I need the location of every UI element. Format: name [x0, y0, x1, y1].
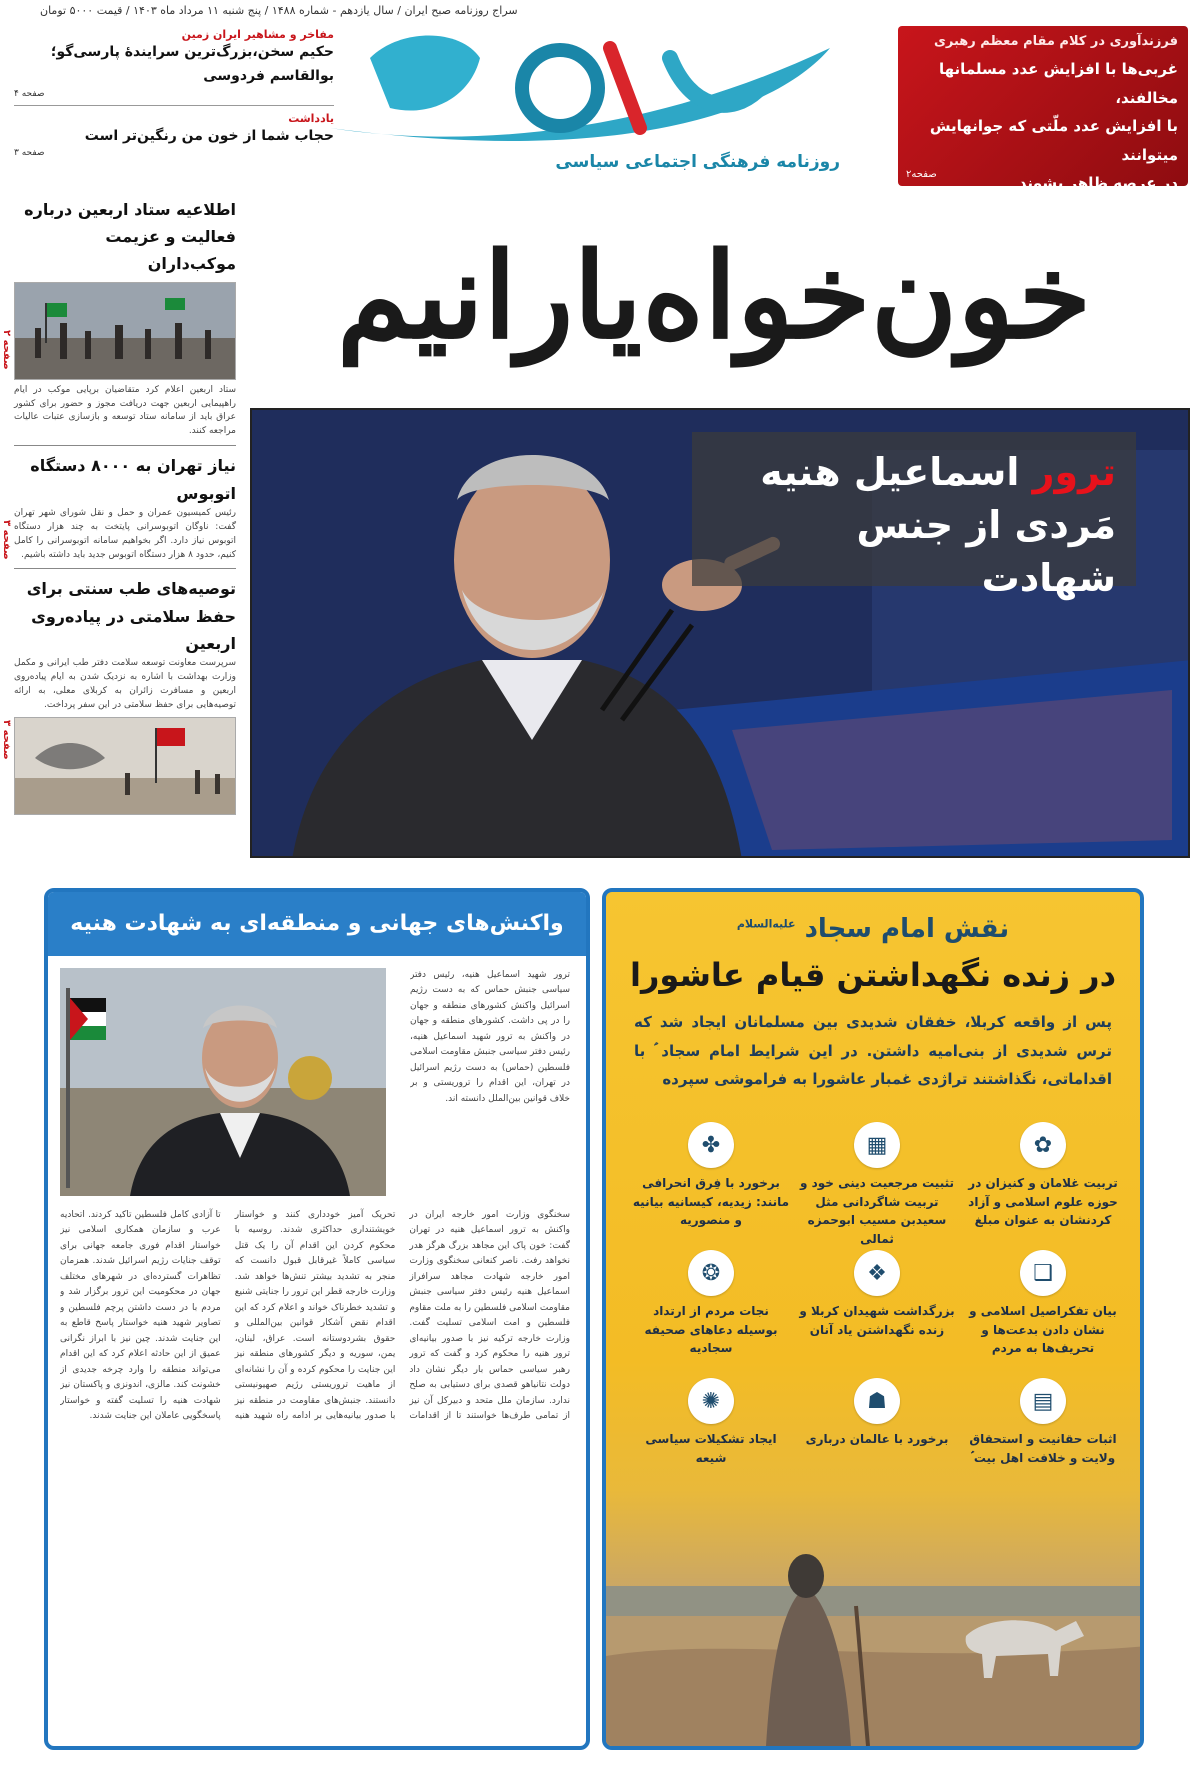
sidebar-news-body: ستاد اربعین اعلام کرد متقاضیان برپایی موکب در ایام راهپیمایی اربعین جهت دریافت مجوز و حضور برای کشور عراق باید از سامانه ستاد توسعه و بازسازی عتبات عالیات مراجعه کنند. [14, 384, 236, 437]
arbaeen-banner-illustration [15, 718, 236, 815]
infographic-item [960, 1250, 1126, 1358]
masthead-left-teasers[interactable] [14, 28, 334, 188]
infographic-item-label: تثبیت مرجعیت دینی خود و تربیت شاگردانی مثل سعیدبن مسیب ابوحمزه ثمالی [799, 1176, 955, 1246]
reactions-columns: سخنگوی وزارت امور خارجه ایران در واکنش به ترور اسماعیل هنیه در تهران گفت: خون پاک این مجاهد بزرگ هرگز هدر نخواهد رفت. ناصر کنعانی سخنگوی وزارت امور خارجه شهادت مجاهد سرافراز اسماعیل هنیه رئیس دفتر سیاسی جنبش مقاومت اسلامی فلسطین را به ملت مقاوم فلسطین و امت اسلامی تسلیت گفت. وزارت خارجه ترکیه نیز با صدور بیانیه‌ای ترور هنیه را محکوم کرد و گفت که ترور رهبر سیاسی حماس بار دیگر نشان داد دولت نتانیاهو قصدی برای دستیابی به صلح ندارد. سازمان ملل متحد و دبیرکل آن نیز از تمامی طرف‌ها خواستند تا از اقدامات تحریک آمیز خودداری کنند و خواستار خویشتنداری حداکثری شدند. روسیه با محکوم کردن این اقدام آن را یک قتل سیاسی کاملاً غیرقابل قبول دانست که منجر به تشدید بیشتر تنش‌ها خواهد شد. وزارت خارجه قطر این ترور را جنایتی شنیع و تشدید خطرناک خواند و اعلام کرد که این اقدام نقض آشکار قوانین بین‌المللی و حقوق بشردوستانه است. عراق، لبنان، یمن، سوریه و دیگر کشورهای منطقه نیز این جنایت را محکوم کرده و آن را نشانه‌ای از ماهیت تروریستی رژیم صهیونیستی دانستند. جنبش‌های مقاومت در منطقه نیز با صدور بیانیه‌هایی بر ادامه راه شهید هنیه تا آزادی کامل فلسطین تاکید کردند. اتحادیه عرب و سازمان همکاری اسلامی نیز خواستار اقدام فوری جامعه جهانی برای توقف جنایات رژیم اسرائیل شدند. همزمان تظاهرات گسترده‌ای در شهرهای مختلف جهان در محکومیت این ترور برگزار شد و مردم با در دست داشتن پرچم فلسطین و تصاویر شهید هنیه خواستار پاسخ قاطع به این جنایت شدند. چین نیز با ابراز نگرانی عمیق از این حادثه اعلام کرد که این اقدام می‌تواند منطقه را وارد چرخه جدیدی از خشونت کند. مالزی، اندونزی و پاکستان نیز شهادت هنیه را تسلیت گفته و خواستار پاسخگویی عاملان این جنایت شدند. [60, 1210, 570, 1422]
infographic-item [628, 1250, 794, 1358]
sidebar-photo-arbaeen-banner [14, 717, 236, 815]
infographic-item-icon: ☗ [854, 1378, 900, 1424]
infographic-item [960, 1378, 1126, 1467]
teaser-headline[interactable]: بوالقاسم فردوسی [203, 67, 334, 84]
sidebar-photo-arbaeen-walk [14, 282, 236, 380]
infographic-item-label: تربیت غلامان و کنیزان در حوزه علوم اسلامی و آزاد کردنشان به عنوان مبلغ [968, 1176, 1118, 1228]
page-ref: صفحه ۴ [14, 88, 45, 99]
sidebar-news-body: رئیس کمیسیون عمران و حمل و نقل شورای شهر تهران گفت: ناوگان اتوبوسرانی پایتخت به چند هزار دستگاه اتوبوس نیاز دارد. اگر بخواهیم سامانه اتوبوسرانی را کامل کنیم، حدود ۸ هزار دستگاه اتوبوس جدید باید داشته باشیم. [14, 507, 236, 560]
page-ref: صفحه ۳ [14, 148, 45, 159]
infographic-item-label: بیان تفکراصیل اسلامی و نشان دادن بدعت‌ها و تحریف‌ها به مردم [969, 1304, 1117, 1356]
newspaper-tagline: روزنامه فرهنگی اجتماعی سیاسی [555, 152, 840, 172]
sidebar-news-item[interactable] [14, 196, 236, 439]
reactions-intro-column: ترور شهید اسماعیل هنیه، رئیس دفتر سیاسی جنبش حماس که به دست رژیم اسرائیل واکنش کشورهای منطقه و جهان را در پی داشت. کشورهای منطقه و جهان در واکنش به ترور شهید اسماعیل هنیه، رئیس دفتر سیاسی جنبش مقاومت اسلامی فلسطین (حماس) به دست رژیم اسرائیل در تهران، این اقدام را تروریستی و بر خلاف قوانین بین‌الملل دانسته اند. [410, 970, 570, 1104]
infographic-title-text: نقش امام سجاد [804, 914, 1010, 944]
masthead [0, 0, 1200, 190]
infographic-item-label: برخورد با عالمان درباری [805, 1432, 949, 1446]
divider [14, 105, 334, 106]
infographic-title [606, 914, 1140, 944]
reactions-body [60, 968, 570, 1738]
leader-quote-line: غربی‌ها با افزایش عدد مسلمانها مخالفند، [939, 60, 1178, 107]
teaser-headline[interactable]: حکیم سخن،بزرگ‌ترین سرایندۀ پارسی‌گو؛ [50, 44, 334, 60]
infographic-subtitle: در زنده نگهداشتن قیام عاشورا [629, 956, 1117, 994]
infographic-item-icon: ❑ [1020, 1250, 1066, 1296]
infographic-item-icon: ▤ [1020, 1378, 1066, 1424]
issue-info: سراج روزنامه صبح ایران / سال یازدهم - شماره ۱۴۸۸ / پنج شنبه ۱۱ مرداد ماه ۱۴۰۳ / قیمت ۵۰۰۰ تومان [40, 4, 518, 17]
leader-quote-kicker: فرزندآوری در کلام مقام معظم رهبری [933, 34, 1178, 49]
infographic-item-label: ایجاد تشکیلات سیاسی شیعه [645, 1432, 777, 1465]
sidebar-news-item[interactable] [14, 452, 236, 562]
karbala-scene-illustration [606, 1496, 1144, 1746]
photo-caption-box [692, 432, 1136, 601]
infographic-item-icon: ✺ [688, 1378, 734, 1424]
teaser-kicker: یادداشت [288, 111, 334, 125]
infographic-item [794, 1250, 960, 1339]
page-ref-vertical: صفحه ۳ [1, 520, 12, 560]
infographic-item-icon: ✤ [688, 1122, 734, 1168]
leader-quote-line: با افزایش عدد ملّتی که جوانهایش میتوانند [929, 117, 1178, 164]
infographic-item [628, 1122, 794, 1230]
sidebar [14, 196, 236, 856]
infographic-item-icon: ❂ [688, 1250, 734, 1296]
page-ref-vertical: صفحه ۲ [1, 330, 12, 370]
infographic-item [628, 1378, 794, 1467]
photo-caption-subtitle: مَردی از جنس شهادت [856, 503, 1116, 601]
main-photo[interactable] [250, 408, 1190, 858]
honorific: علیه‌السلام [736, 917, 796, 931]
infographic-item-label: اثبات حقانیت و استحقاق ولایت و خلافت اهل بیت ؑ [969, 1432, 1117, 1465]
reactions-title[interactable]: واکنش‌های جهانی و منطقه‌ای به شهادت هنیه [48, 892, 586, 956]
infographic-item-label: برخورد با فِرق انحرافی مانند: زیدیه، کیسانیه بیانیه و منصوریه [632, 1176, 790, 1228]
infographic-item [794, 1378, 960, 1449]
leader-quote-line: در عرصه ظاهر بشوند [1018, 174, 1178, 192]
infographic-intro: پس از واقعه کربلا، خفقان شدیدی بین مسلمانان ایجاد شد که ترس شدیدی از بنی‌امیه داشتن. در این شرایط امام سجاد ؑ با اقداماتی، نگذاشتند تراژدی غمبار عاشورا به فراموشی سپرده [634, 1013, 1112, 1088]
newspaper-logo [310, 18, 870, 168]
main-headline[interactable]: خون‌خواه‌یارانیم [336, 226, 1092, 365]
leader-quote-box[interactable] [898, 26, 1188, 192]
sidebar-news-body: سرپرست معاونت توسعه سلامت دفتر طب ایرانی و مکمل وزارت بهداشت با اشاره به نزدیک شدن به ایام پیاده‌روی اربعین و مسافرت زائران به کربلای معلی، به ارائه توصیه‌هایی برای حفظ سلامتی در این سفر پرداخت. [14, 658, 236, 710]
infographic-grid [628, 1122, 1126, 1502]
photo-caption-kicker: ترور [1032, 450, 1116, 494]
infographic-item [960, 1122, 1126, 1230]
photo-caption-title [712, 446, 1116, 499]
reactions-article[interactable] [44, 888, 590, 1750]
infographic-item-icon: ✿ [1020, 1122, 1066, 1168]
divider [14, 445, 236, 446]
infographic-item [794, 1122, 960, 1248]
sidebar-news-title[interactable]: توصیه‌های طب سنتی برای حفظ سلامتی در پیاده‌روی اربعین [26, 579, 236, 653]
sidebar-news-title[interactable]: اطلاعیه ستاد اربعین درباره فعالیت و عزیمت موکب‌داران [24, 200, 236, 274]
sidebar-news-title[interactable]: نیاز تهران به ۸۰۰۰ دستگاه اتوبوس [30, 456, 236, 503]
photo-caption-name: اسماعیل هنیه [760, 450, 1033, 494]
page-ref-vertical: صفحه ۳ [1, 720, 12, 760]
infographic-item-label: بزرگداشت شهیدان کربلا و زنده نگهداشتن یاد آنان [799, 1304, 955, 1337]
infographic-item-icon: ▦ [854, 1122, 900, 1168]
page-ref: صفحه۲ [906, 169, 937, 180]
divider [14, 568, 236, 569]
imam-sajjad-infographic[interactable] [602, 888, 1144, 1750]
logo-swoosh-icon [310, 18, 870, 168]
sidebar-news-item[interactable] [14, 575, 236, 814]
infographic-item-label: نجات مردم از ارتداد بوسیله دعاهای صحیفه سجادیه [644, 1304, 778, 1356]
teaser-headline[interactable]: حجاب شما از خون من رنگین‌تر است [84, 127, 334, 144]
pilgrims-photo-illustration [15, 283, 236, 380]
infographic-item-icon: ❖ [854, 1250, 900, 1296]
teaser-kicker: مفاخر و مشاهیر ایران زمین [181, 28, 334, 41]
